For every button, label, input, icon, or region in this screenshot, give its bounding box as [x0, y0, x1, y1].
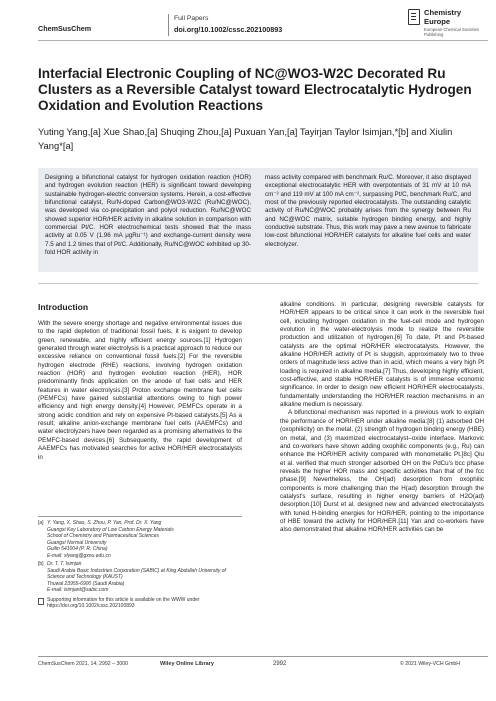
footnote-email[interactable]: E-mail: isimjant@sabic.com — [47, 587, 109, 593]
article-title: Interfacial Electronic Coupling of NC@WO3-W2C Decorated Ru Clusters as a Reversible Catalyst toward Electrocatalytic Hydrogen Oxidation and Evolution Reactions — [38, 66, 472, 114]
logo-line-1: Chemistry — [424, 8, 462, 17]
body-left-column — [38, 320, 242, 462]
footnote-body — [47, 520, 174, 559]
supporting-info-text[interactable]: Supporting information for this article is available on the WWW under https://doi.org/10.1002/cssc.202100893 — [47, 596, 200, 609]
body-right-column — [280, 301, 484, 535]
footer-rule — [38, 656, 488, 657]
abstract-box — [38, 168, 478, 272]
page-number: 2992 — [273, 661, 287, 667]
document-icon — [38, 598, 44, 605]
book-icon — [408, 9, 420, 25]
abstract-right-column: mass activity compared with benchmark Ru/C. Moreover, it also displayed exceptional electrocatalytic HER with overpotentials of 31 mV at 10 mA cm⁻² and 119 mV at 100 mA cm⁻², surpassing Pt/C, benchmark Ru/C, and most of the previously reported electrocatalysts. The outstanding catalytic activity of Ru/NC@WOC probably arises from the synergy between Ru and NC@WOC matrix, suitable hydrogen binding energy, and highly conductive substrate. Thus, this work may pave a new avenue to fabricate low-cost bifunctional HOR/HER catalysts for alkaline fuel cells and water electrolyzer. — [265, 174, 471, 248]
abstract-left-column: Designing a bifunctional catalyst for hydrogen oxidation reaction (HOR) and hydrogen evolution reaction (HER) is significant toward developing sustainable hydrogen-electric conversion systems. Herein, a cost-effective bifunctional catalyst, Ru/N-doped Carbon@WO3-W2C (Ru/NC@WOC), was developed via co-precipitation and polyol reduction. Ru/NC@WOC showed superior HOR/HER activity in alkaline solution in comparison with commercial Pt/C. HOR electrochemical tests showed that the mass activity at 0.05 V (1.96 mA μgRu⁻¹) and exchange-current density were 7.5 and 1.2 times that of Pt/C. Additionally, Ru/NC@WOC exhibited up 30-fold HOR activity in — [45, 174, 251, 257]
intro-paragraph: With the severe energy shortage and negative environmental issues due to the rapid depletion of traditional fossil fuels, it is exigent to develop green, renewable, and highly efficient energy sources.[1] Hydrogen generated through water electrolysis is a practical approach to reduce our excessive reliance on conventional fossil fuels.[2] For the reversible hydrogen electrode (RHE) reactions, involving hydrogen oxidation reaction (HOR) and hydrogen evolution reaction (HER), HOR predominantly finds application on the anode of fuel cells and HER features in water electrolysis.[3] Proton exchange membrane fuel cells (PEMFCs) have gained substantial attentions owing to high power efficiency and high energy density.[4] However, PEMFCs operate in a strong acidic condition and rely on expensive Pt-based catalysts.[5] As a result; alkaline anion-exchange membrane fuel cells (AAEMFCs) and water electrolyzers have been regarded as a promising alternatives to the PEMFC-based devices.[6] Subsequently, the rapid development of AAEMFCs has motivated searches for active HOR/HER electrocatalysts in — [38, 320, 242, 461]
footnote-line: Saudi Arabia Basic Industries Corporation (SABIC) at King Abdullah University of Science and Technology (KAUST) — [47, 567, 226, 580]
footnote-line: Thuwal 23955-6900 (Saudi Arabia) — [47, 580, 125, 587]
copyright-notice: © 2021 Wiley-VCH GmbH — [400, 661, 461, 667]
footnote-tag: [b] — [38, 561, 44, 567]
footnote-line: Guangxi Key Laboratory of Low Carbon Energy Materials — [47, 526, 174, 533]
footnote-email[interactable]: E-mail: xlyang@gxnu.edu.cn — [47, 552, 111, 559]
section-label: Full Papers — [174, 15, 209, 22]
citation-info: ChemSusChem 2021, 14, 2992 – 3000 — [38, 661, 128, 667]
footnote-tag: [a] — [38, 520, 44, 526]
header-rule — [38, 40, 488, 41]
footnote-rule — [38, 516, 242, 517]
supporting-info-note — [38, 597, 242, 610]
intro-paragraph: alkaline conditions. In particular, designing reversible catalysts for HOR/HER appears to be critical since it can work in the reversible fuel cell, including hydrogen oxidation in the fuel-cell mode and hydrogen evolution in the water-electrolysis mode to realize the reversible production and utilization of hydrogen.[6] To date, Pt and Pt-based catalysts are the optimal HOR/HER electrocatalysts. However, the alkaline HOR/HER activity of Pt is sluggish, approximately two to three orders of magnitude less active than in acid, which means a very high Pt loading is required in alkaline media.[7] Thus, developing highly efficient, cost-effective, and stable HOR/HER catalysts is of immense economic significance. In order to design new efficient HOR/HER electrocatalysts, fundamentally understanding the HOR/HER reaction mechanisms in an alkaline medium is necessary. — [280, 301, 484, 409]
introduction-heading: Introduction — [38, 302, 89, 312]
footnote-b — [38, 561, 242, 594]
logo-line-2: Europe — [424, 17, 451, 26]
page-header — [0, 0, 496, 44]
chemistry-europe-logo — [408, 8, 490, 40]
footnote-line: Dr. T. T. Isimjan — [47, 561, 82, 567]
footnote-line: School of Chemistry and Pharmaceutical Sciences — [47, 533, 159, 539]
author-list: Yuting Yang,[a] Xue Shao,[a] Shuqing Zhou,[a] Puxuan Yan,[a] Tayirjan Taylor Isimjan,*[b] and Xiulin Yang*[a] — [38, 126, 453, 151]
footnote-line: Y. Yang, X. Shao, S. Zhou, P. Yan, Prof. Dr. X. Yang — [47, 520, 162, 526]
footnote-line: Guangxi Normal University — [47, 539, 107, 546]
header-divider — [168, 14, 169, 36]
section-divider — [38, 283, 478, 284]
wiley-online-library-link[interactable]: Wiley Online Library — [160, 661, 215, 667]
journal-name: ChemSusChem — [38, 24, 92, 33]
doi-link[interactable]: doi.org/10.1002/cssc.202100893 — [174, 25, 283, 34]
footnote-line: Guilin 541004 (P. R. China) — [47, 546, 108, 552]
footnote-a — [38, 520, 242, 559]
logo-line-3: European Chemical Societies Publishing — [424, 27, 479, 37]
footnote-body — [47, 561, 242, 594]
intro-paragraph: A bifunctional mechanism was reported in a previous work to explain the performance of HOR/HER under alkaline media:[8] (1) adsorbed OH (oxophilicity) on the metal, (2) strength of hydrogen binding energy (HBE) on metal, and (3) maximized electrocatalyst–oxide interface. Markovic and co-workers have shown adding oxophilic components (e.g., Ru) can enhance the HOR/HER activity compared with monometallic Pt.[8c] Qiu et al. verified that much stronger adsorbed OH on the PdCu's bcc phase reveals the higher HOR mass and specific activities than that of the fcc phase.[9] Nevertheless, the OH(ad) desorption from oxophilic components is more challenging than the H(ad) desorption through the catalyst's surface, resulting in higher energy barriers of H2O(ad) desorption.[10] Durst et al. designed new and advanced electrocatalysts with tuned H-binding energies for HOR/HER, pointing to the importance of HBE toward the activity for HOR/HER.[11] Yan and co-workers have also demonstrated that alkaline HOR/HER activities can be — [280, 409, 484, 534]
affiliation-footnotes — [38, 520, 242, 610]
